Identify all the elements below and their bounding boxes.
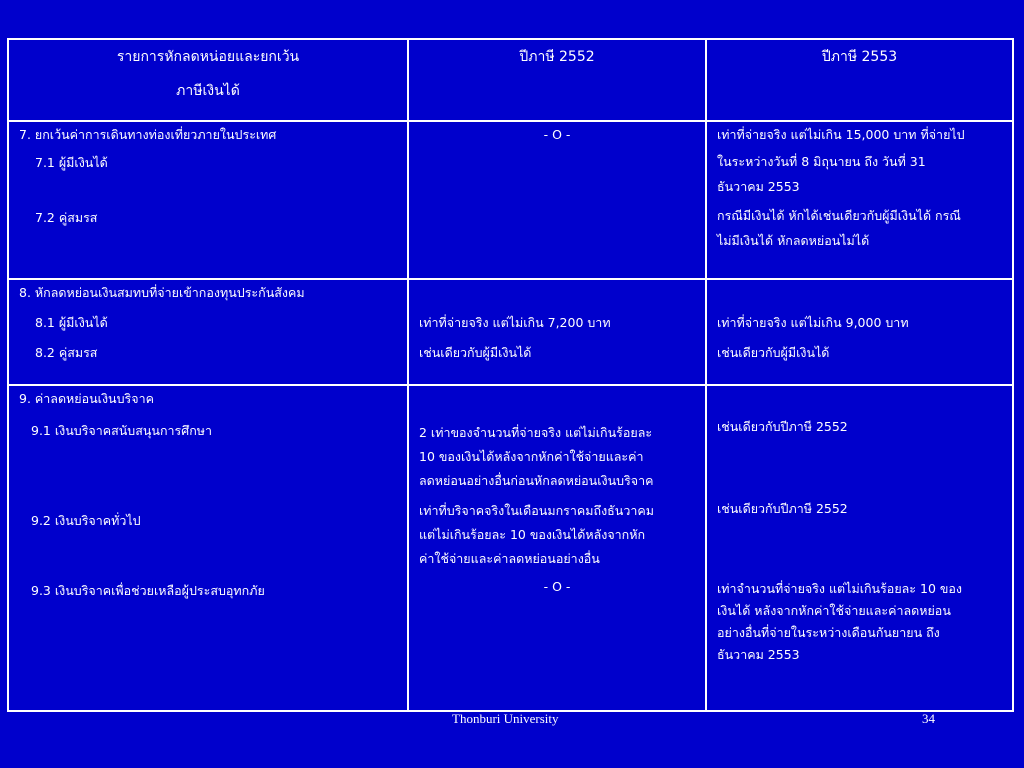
header-deduction-items-line2: ภาษีเงินได้	[176, 83, 240, 99]
row7-2552-cell	[409, 122, 707, 278]
row9-2553-cell	[707, 386, 1012, 710]
row9-2553-sub3-line1: เท่าจำนวนที่จ่ายจริง แต่ไม่เกินร้อยละ 10 ของ	[717, 581, 963, 596]
row7-2553-line2: ในระหว่างวันที่ 8 มิถุนายน ถึง วันที่ 31	[717, 154, 926, 169]
row8-2553-cell	[707, 280, 1012, 384]
deduction-table	[7, 38, 1014, 712]
row7-sub2: 7.2 คู่สมรส	[35, 210, 98, 225]
row8-item-cell	[9, 280, 409, 384]
header-cell-deduction-items	[9, 40, 409, 120]
row9-2552-sub1-line2: 10 ของเงินได้หลังจากหักค่าใช้จ่ายและค่า	[419, 449, 644, 464]
row8-2553-sub1: เท่าที่จ่ายจริง แต่ไม่เกิน 9,000 บาท	[717, 315, 909, 330]
row8-2552-sub1: เท่าที่จ่ายจริง แต่ไม่เกิน 7,200 บาท	[419, 315, 611, 330]
row9-title: 9. ค่าลดหย่อนเงินบริจาค	[19, 391, 154, 406]
row7-sub1: 7.1 ผู้มีเงินได้	[35, 155, 108, 170]
row9-2552-sub1-line1: 2 เท่าของจำนวนที่จ่ายจริง แต่ไม่เกินร้อยละ	[419, 425, 653, 440]
row8-2552-sub2: เช่นเดียวกับผู้มีเงินได้	[419, 345, 532, 360]
row9-2552-sub2-line2: แต่ไม่เกินร้อยละ 10 ของเงินได้หลังจากหัก	[419, 527, 646, 542]
table-row-8	[9, 280, 1012, 386]
row7-2553-line4: กรณีมีเงินได้ หักได้เช่นเดียวกับผู้มีเงินได้ กรณี	[717, 208, 961, 223]
row9-2552-sub2-line1: เท่าที่บริจาคจริงในเดือนมกราคมถึงธันวาคม	[419, 503, 654, 518]
row9-2553-sub3-line3: อย่างอื่นที่จ่ายในระหว่างเดือนกันยายน ถึง	[717, 625, 940, 640]
row9-2553-sub2: เช่นเดียวกับปีภาษี 2552	[717, 501, 848, 516]
row7-item-cell	[9, 122, 409, 278]
row7-2553-line1: เท่าที่จ่ายจริง แต่ไม่เกิน 15,000 บาท ที่จ่ายไป	[717, 127, 965, 142]
row9-2552-sub1-line3: ลดหย่อนอย่างอื่นก่อนหักลดหย่อนเงินบริจาค	[419, 473, 654, 488]
header-cell-tax-year-2553	[707, 40, 1012, 120]
row7-2552-value: - O -	[543, 127, 571, 142]
header-tax-year-2552: ปีภาษี 2552	[519, 49, 595, 65]
row7-2553-line5: ไม่มีเงินได้ หักลดหย่อนไม่ได้	[717, 233, 870, 248]
row8-title: 8. หักลดหย่อนเงินสมทบที่จ่ายเข้ากองทุนประกันสังคม	[19, 285, 305, 300]
header-tax-year-2553: ปีภาษี 2553	[821, 49, 898, 65]
row9-sub2: 9.2 เงินบริจาคทั่วไป	[31, 513, 141, 528]
row7-2553-cell	[707, 122, 1012, 278]
row8-sub1: 8.1 ผู้มีเงินได้	[35, 315, 108, 330]
table-row-7	[9, 122, 1012, 280]
header-deduction-items-line1: รายการหักลดหน่อยและยกเว้น	[116, 49, 300, 65]
row9-2552-cell	[409, 386, 707, 710]
row9-2552-sub3: - O -	[543, 579, 571, 594]
row7-2553-line3: ธันวาคม 2553	[717, 179, 800, 194]
row7-title: 7. ยกเว้นค่าการเดินทางท่องเที่ยวภายในประเทศ	[19, 127, 277, 142]
page-number: 34	[922, 711, 935, 726]
row9-2553-sub3-line4: ธันวาคม 2553	[717, 647, 800, 662]
row8-2553-sub2: เช่นเดียวกับผู้มีเงินได้	[717, 345, 830, 360]
row9-sub1: 9.1 เงินบริจาคสนับสนุนการศึกษา	[31, 423, 213, 438]
row9-2552-sub2-line3: ค่าใช้จ่ายและค่าลดหย่อนอย่างอื่น	[419, 551, 600, 566]
row9-2553-sub3-line2: เงินได้ หลังจากหักค่าใช้จ่ายและค่าลดหย่อน	[717, 603, 951, 618]
row9-2553-sub1: เช่นเดียวกับปีภาษี 2552	[717, 419, 848, 434]
table-row-9	[9, 386, 1012, 710]
row9-item-cell	[9, 386, 409, 710]
header-cell-tax-year-2552	[409, 40, 707, 120]
row8-2552-cell	[409, 280, 707, 384]
row9-sub3: 9.3 เงินบริจาคเพื่อช่วยเหลือผู้ประสบอุทกภัย	[31, 583, 265, 598]
footer-source: Thonburi University	[452, 711, 559, 726]
table-header-row	[9, 40, 1012, 122]
row8-sub2: 8.2 คู่สมรส	[35, 345, 98, 360]
